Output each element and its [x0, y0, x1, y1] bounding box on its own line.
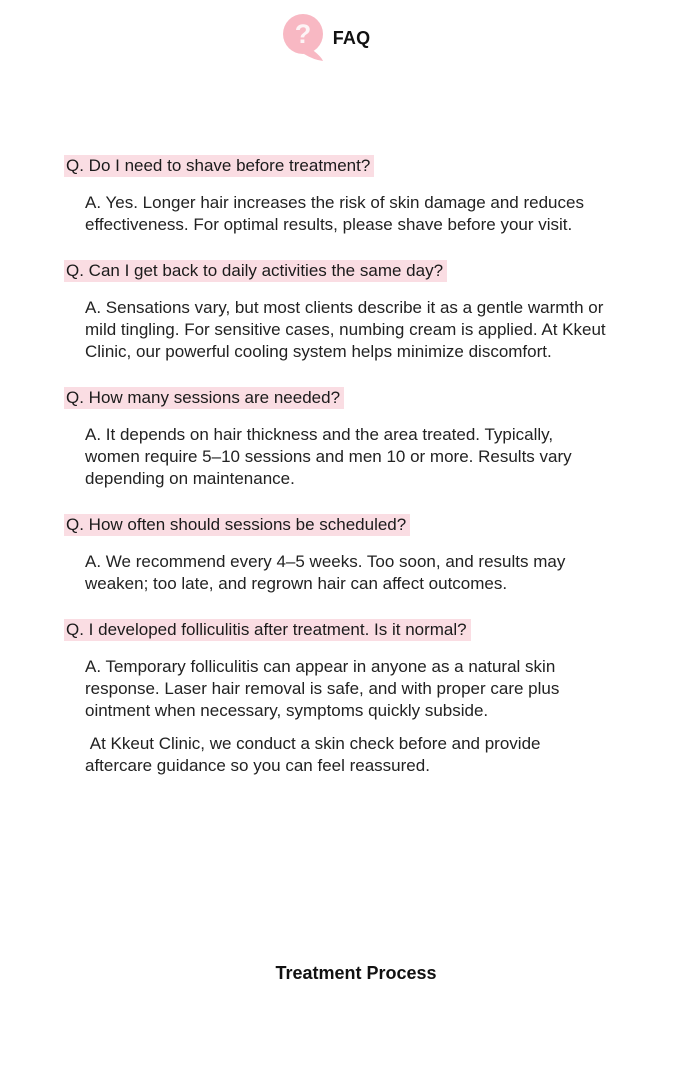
faq-question: Q. Do I need to shave before treatment?: [64, 155, 374, 177]
faq-item: [64, 514, 636, 595]
faq-answer: A. Sensations vary, but most clients describe it as a gentle warmth or mild tingling. For sensitive cases, numbing cream is applied. At Kkeut Clinic, our powerful cooling system helps minimize discomfort.: [85, 298, 611, 361]
faq-question: Q. Can I get back to daily activities the same day?: [64, 260, 447, 282]
question-speech-bubble-icon: [282, 13, 324, 63]
faq-question-row: [64, 155, 636, 177]
faq-answer: A. It depends on hair thickness and the area treated. Typically, women require 5–10 sessions and men 10 or more. Results vary depending on maintenance.: [85, 425, 577, 488]
faq-item: [64, 387, 636, 490]
faq-list: [0, 155, 692, 777]
faq-answer-group: [85, 297, 636, 363]
faq-question: Q. I developed folliculitis after treatment. Is it normal?: [64, 619, 471, 641]
treatment-process-title: Treatment Process: [275, 963, 437, 983]
faq-question: Q. How many sessions are needed?: [64, 387, 344, 409]
faq-question-row: [64, 619, 636, 641]
faq-answer-group: [85, 424, 636, 490]
faq-question-row: [64, 387, 636, 409]
faq-answer: A. Temporary folliculitis can appear in anyone as a natural skin response. Laser hair removal is safe, and with proper care plus ointment when necessary, symptoms quickly subside.: [85, 657, 565, 720]
faq-answer: At Kkeut Clinic, we conduct a skin check before and provide aftercare guidance so you can feel reassured.: [85, 734, 546, 775]
faq-header: [0, 0, 672, 62]
faq-question: Q. How often should sessions be scheduled?: [64, 514, 410, 536]
faq-answer-group: [85, 551, 636, 595]
faq-item: [64, 260, 636, 363]
faq-item: [64, 619, 636, 777]
faq-answer: A. We recommend every 4–5 weeks. Too soon, and results may weaken; too late, and regrown hair can affect outcomes.: [85, 552, 571, 593]
faq-answer-group: [85, 192, 636, 236]
faq-answer: A. Yes. Longer hair increases the risk of skin damage and reduces effectiveness. For optimal results, please shave before your visit.: [85, 193, 589, 234]
faq-item: [64, 155, 636, 236]
question-mark-glyph: ?: [294, 19, 311, 49]
faq-question-row: [64, 514, 636, 536]
faq-answer-group: [85, 656, 636, 777]
faq-question-row: [64, 260, 636, 282]
page-title: FAQ: [332, 27, 371, 48]
